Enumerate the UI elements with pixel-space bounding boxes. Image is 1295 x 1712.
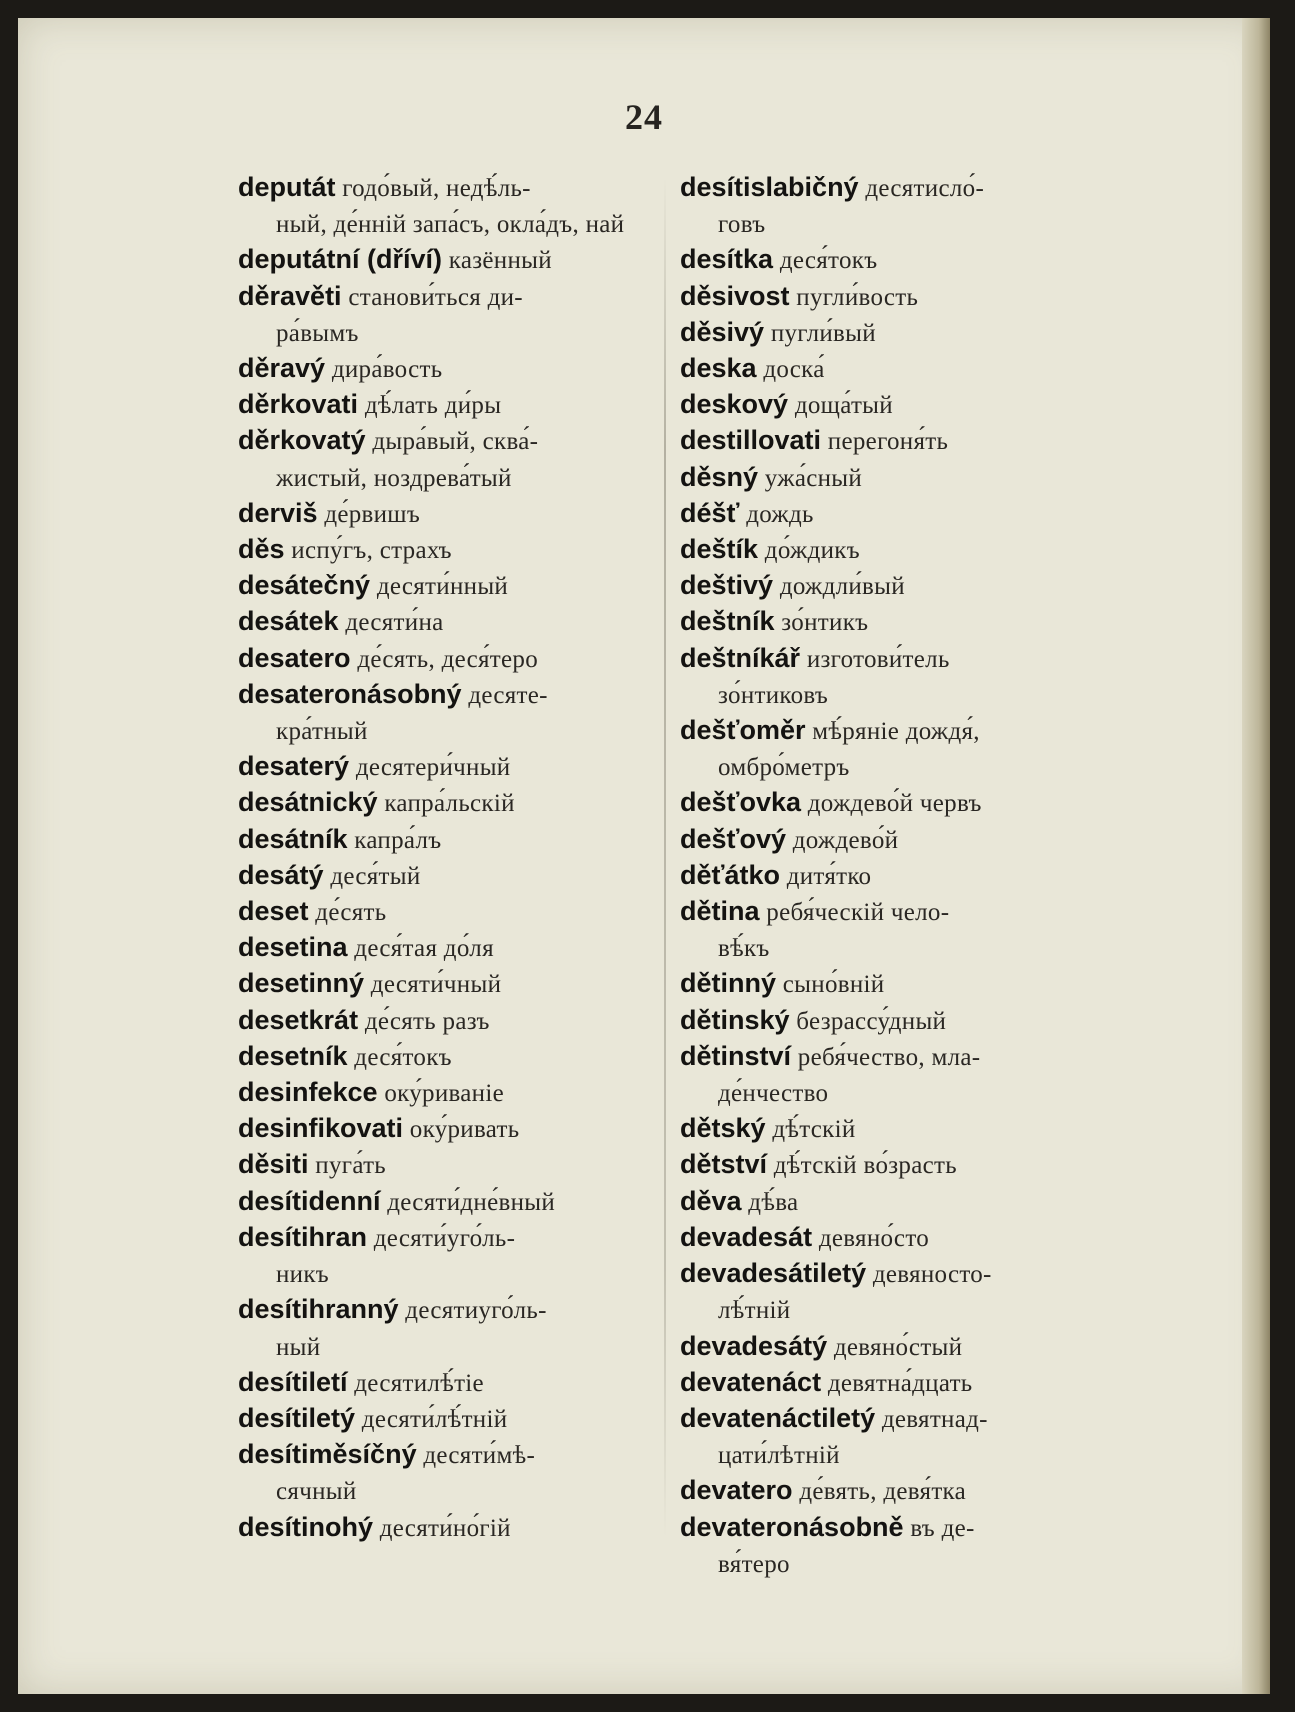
- entry-continuation: [680, 749, 1090, 785]
- entry-headword: dětinný: [680, 968, 777, 999]
- entry-headword: děva: [680, 1185, 742, 1216]
- dictionary-entry: [238, 749, 648, 785]
- entry-headword: deputát: [238, 172, 336, 202]
- entry-translation: мѣ́ряніе дождя́,: [812, 718, 980, 746]
- entry-translation-continued: жистый, ноздрева́тый: [276, 464, 512, 492]
- dictionary-entry: [680, 1184, 1090, 1220]
- entry-translation: дѣ́лать ди́ры: [364, 392, 502, 420]
- entry-translation: въ де-: [910, 1514, 975, 1542]
- entry-translation: испу́гъ, страхъ: [291, 537, 452, 565]
- dictionary-entry: [238, 242, 648, 278]
- entry-translation: деся́тая до́ля: [354, 935, 494, 963]
- dictionary-entry: [238, 1437, 648, 1473]
- entry-headword: desítihran: [238, 1221, 368, 1252]
- entry-translation: капра́лъ: [354, 826, 442, 854]
- entry-headword: desateronásobný: [238, 678, 462, 709]
- entry-headword: desítka: [680, 244, 774, 275]
- entry-translation: де́вять, девя́тка: [799, 1478, 967, 1506]
- entry-headword: desítislabičný: [680, 172, 859, 202]
- entry-translation: доска́: [763, 356, 825, 384]
- entry-headword: deštník: [680, 606, 775, 637]
- entry-translation-continued: ный: [276, 1333, 321, 1361]
- page-number: 24: [625, 97, 663, 137]
- entry-translation: ребя́чество, мла-: [797, 1043, 981, 1071]
- entry-translation: десяти́чный: [370, 971, 502, 999]
- entry-translation-continued: зо́нтиковъ: [718, 681, 829, 709]
- dictionary-entry: [680, 966, 1090, 1002]
- entry-headword: desátnický: [238, 787, 378, 818]
- entry-translation-continued: вѣ́къ: [718, 935, 770, 963]
- entry-translation: десятери́чный: [355, 754, 511, 782]
- entry-headword: desátečný: [238, 570, 371, 601]
- dictionary-entry: [238, 1003, 648, 1039]
- book-spine-shadow: [1242, 18, 1270, 1694]
- entry-headword: děrkovatý: [238, 425, 366, 456]
- dictionary-entry: [680, 1365, 1090, 1401]
- dictionary-entry: [238, 351, 648, 387]
- entry-headword: deštníkář: [680, 642, 801, 673]
- dictionary-entry: [238, 677, 648, 713]
- entry-headword: děrkovati: [238, 389, 359, 420]
- entry-headword: deštík: [680, 534, 759, 565]
- entry-translation: десяти́мѣ-: [423, 1442, 536, 1470]
- entry-translation: пугли́вость: [796, 283, 919, 311]
- entry-headword: děravý: [238, 353, 326, 384]
- dictionary-entry: [680, 1039, 1090, 1075]
- dictionary-entry: [680, 1401, 1090, 1437]
- entry-headword: desítidenní: [238, 1185, 381, 1216]
- dictionary-entry: [238, 930, 648, 966]
- entry-headword: dětinský: [680, 1004, 790, 1035]
- entry-translation: десяти́но́гій: [379, 1514, 511, 1542]
- entry-translation: деся́токъ: [779, 247, 878, 275]
- entry-headword: desítihranný: [238, 1294, 399, 1325]
- entry-headword: desinfekce: [238, 1077, 378, 1108]
- entry-translation: изготови́тель: [806, 645, 950, 673]
- entry-headword: deskový: [680, 389, 789, 420]
- entry-translation: оку́риваніе: [384, 1080, 504, 1108]
- dictionary-entry: [238, 170, 648, 206]
- dictionary-entry: [680, 713, 1090, 749]
- dictionary-entry: [680, 496, 1090, 532]
- entry-translation: станови́ться ди-: [348, 283, 523, 311]
- dictionary-entry: [238, 966, 648, 1002]
- entry-translation: де́рвишъ: [324, 500, 421, 528]
- entry-continuation: [238, 1473, 648, 1509]
- entry-headword: devadesátiletý: [680, 1258, 867, 1289]
- dictionary-entry: [680, 1147, 1090, 1183]
- entry-translation-continued: ра́вымъ: [276, 319, 359, 347]
- dictionary-entry: [680, 1111, 1090, 1147]
- dictionary-entry: [680, 315, 1090, 351]
- dictionary-entry: [238, 1292, 648, 1328]
- entry-headword: děťátko: [680, 859, 780, 890]
- entry-translation: девяно́стый: [833, 1333, 963, 1361]
- entry-translation: пугли́вый: [770, 319, 876, 347]
- entry-translation: оку́ривать: [409, 1116, 520, 1144]
- entry-continuation: [680, 1075, 1090, 1111]
- dictionary-entry: [238, 785, 648, 821]
- dictionary-entry: [680, 568, 1090, 604]
- entry-translation-continued: омбро́метръ: [718, 754, 850, 782]
- entry-translation-continued: кра́тный: [276, 718, 368, 746]
- entry-headword: desetník: [238, 1040, 348, 1071]
- entry-continuation: [680, 206, 1090, 242]
- dictionary-entry: [238, 858, 648, 894]
- dictionary-entry: [238, 1365, 648, 1401]
- dictionary-entry: [238, 1220, 648, 1256]
- entry-translation: дѣ́ва: [748, 1188, 799, 1216]
- entry-translation: десятилѣ́тіе: [354, 1369, 484, 1397]
- dictionary-entry: [238, 279, 648, 315]
- entry-translation: перегоня́ть: [827, 428, 949, 456]
- entry-translation: доща́тый: [794, 392, 893, 420]
- entry-headword: devadesát: [680, 1221, 813, 1252]
- entry-translation-continued: сячный: [276, 1478, 357, 1506]
- entry-headword: dětinství: [680, 1040, 792, 1071]
- dictionary-entry: [680, 641, 1090, 677]
- entry-headword: dešťoměr: [680, 715, 806, 746]
- dictionary-entry: [680, 858, 1090, 894]
- entry-translation: до́ждикъ: [764, 537, 860, 565]
- dictionary-entry: [680, 387, 1090, 423]
- entry-translation-continued: де́нчество: [718, 1080, 829, 1108]
- entry-translation-continued: цати́лѣтній: [718, 1442, 840, 1470]
- entry-translation: дождево́й: [792, 826, 899, 854]
- dictionary-entry: [238, 1510, 648, 1546]
- entry-headword: děs: [238, 534, 285, 565]
- entry-continuation: [238, 460, 648, 496]
- dictionary-entry: [238, 1401, 648, 1437]
- dictionary-entry: [238, 496, 648, 532]
- entry-headword: desátek: [238, 606, 339, 637]
- entry-translation: сыно́вній: [782, 971, 885, 999]
- entry-translation: ребя́ческій чело-: [766, 899, 950, 927]
- entry-translation: деся́тый: [330, 862, 421, 890]
- entry-headword: dětina: [680, 896, 760, 927]
- entry-continuation: [680, 1437, 1090, 1473]
- dictionary-entry: [238, 1147, 648, 1183]
- entry-headword: devadesátý: [680, 1330, 828, 1361]
- entry-translation: капра́льскій: [384, 790, 515, 818]
- entry-headword: dětství: [680, 1149, 768, 1180]
- dictionary-entry: [238, 894, 648, 930]
- entry-headword: desítiletí: [238, 1366, 348, 1397]
- entry-translation-continued: лѣ́тній: [718, 1297, 791, 1325]
- entry-translation: казённый: [448, 247, 552, 275]
- entry-translation: десяте-: [468, 681, 548, 709]
- entry-headword: děsivý: [680, 316, 765, 347]
- entry-translation: девятна́дцать: [827, 1369, 973, 1397]
- dictionary-entry: [680, 351, 1090, 387]
- entry-continuation: [238, 206, 648, 242]
- entry-translation: дождли́вый: [779, 573, 905, 601]
- entry-headword: desetkrát: [238, 1004, 359, 1035]
- dictionary-entry: [680, 460, 1090, 496]
- entry-translation: дѣ́тскій: [772, 1116, 856, 1144]
- entry-continuation: [680, 1546, 1090, 1582]
- entry-translation: де́сять разъ: [364, 1007, 490, 1035]
- entry-headword: dešťový: [680, 823, 786, 854]
- column-divider: [664, 178, 666, 1538]
- dictionary-entry: [680, 279, 1090, 315]
- entry-translation: деся́токъ: [354, 1043, 452, 1071]
- entry-headword: deset: [238, 896, 309, 927]
- entry-headword: desetinný: [238, 968, 365, 999]
- entry-translation: десяти́нный: [376, 573, 509, 601]
- entry-headword: děsný: [680, 461, 759, 492]
- entry-translation: дира́вость: [331, 356, 443, 384]
- dictionary-entry: [680, 1220, 1090, 1256]
- entry-continuation: [238, 315, 648, 351]
- entry-headword: dětský: [680, 1113, 766, 1144]
- entry-translation: дыра́вый, сква́-: [372, 428, 539, 456]
- entry-headword: deska: [680, 353, 757, 384]
- dictionary-entry: [238, 387, 648, 423]
- entry-continuation: [238, 1329, 648, 1365]
- dictionary-entry: [680, 1003, 1090, 1039]
- entry-translation: десятисло́-: [865, 175, 985, 202]
- dictionary-entry: [680, 785, 1090, 821]
- dictionary-entry: [680, 894, 1090, 930]
- entry-translation: десяти́уго́ль-: [373, 1224, 516, 1252]
- entry-translation: пуга́ть: [315, 1152, 386, 1180]
- dictionary-entry: [238, 641, 648, 677]
- dictionary-entry: [238, 604, 648, 640]
- entry-headword: destillovati: [680, 425, 822, 456]
- dictionary-entry: [238, 1184, 648, 1220]
- entry-headword: devateronásobně: [680, 1511, 904, 1542]
- entry-headword: desítinohý: [238, 1511, 374, 1542]
- entry-continuation: [238, 1256, 648, 1292]
- entry-continuation: [238, 713, 648, 749]
- entry-headword: déšť: [680, 497, 740, 528]
- dictionary-entry: [680, 423, 1090, 459]
- dictionary-entry: [680, 822, 1090, 858]
- entry-translation: десятиуго́ль-: [405, 1297, 547, 1325]
- dictionary-entry: [680, 1473, 1090, 1509]
- entry-headword: devatenáct: [680, 1366, 822, 1397]
- entry-translation: девяносто-: [872, 1261, 992, 1289]
- entry-translation: безрассу́дный: [796, 1007, 947, 1035]
- dictionary-entry: [680, 604, 1090, 640]
- dictionary-entry: [238, 1075, 648, 1111]
- dictionary-entry: [680, 1329, 1090, 1365]
- dictionary-entry: [238, 822, 648, 858]
- entry-translation: дождево́й червъ: [807, 790, 982, 818]
- entry-headword: děsivost: [680, 280, 790, 311]
- entry-continuation: [680, 1292, 1090, 1328]
- entry-headword: deputátní (dříví): [238, 244, 442, 275]
- entry-headword: děsiti: [238, 1149, 309, 1180]
- dictionary-entry: [238, 423, 648, 459]
- entry-headword: desítiměsíčný: [238, 1439, 417, 1470]
- left-column: [238, 170, 648, 1546]
- entry-translation: дѣ́тскій во́зрасть: [773, 1152, 957, 1180]
- entry-translation: зо́нтикъ: [781, 609, 869, 637]
- dictionary-entry: [238, 1111, 648, 1147]
- entry-translation-continued: ный, де́нній запа́съ, окла́дъ, най: [276, 211, 625, 239]
- entry-continuation: [680, 930, 1090, 966]
- entry-translation: девятнад-: [881, 1405, 988, 1433]
- dictionary-entry: [238, 568, 648, 604]
- dictionary-entry: [680, 532, 1090, 568]
- entry-translation-continued: вя́теро: [718, 1550, 790, 1578]
- dictionary-entry: [680, 1510, 1090, 1546]
- dictionary-entry: [238, 1039, 648, 1075]
- entry-headword: derviš: [238, 497, 318, 528]
- entry-translation: десяти́дне́вный: [387, 1188, 556, 1216]
- entry-translation-continued: никъ: [276, 1261, 330, 1289]
- entry-headword: devatero: [680, 1475, 793, 1506]
- entry-translation: годо́вый, недѣ́ль-: [342, 175, 531, 202]
- entry-headword: desítiletý: [238, 1402, 356, 1433]
- right-column: [680, 170, 1090, 1582]
- dictionary-entry: [680, 1256, 1090, 1292]
- entry-headword: desaterý: [238, 751, 350, 782]
- entry-headword: desátník: [238, 823, 348, 854]
- entry-headword: děravěti: [238, 280, 342, 311]
- entry-translation: де́сять: [315, 899, 387, 927]
- entry-headword: desátý: [238, 859, 324, 890]
- entry-translation-continued: говъ: [718, 211, 766, 239]
- entry-translation: девяно́сто: [818, 1224, 930, 1252]
- entry-translation: дождь: [746, 500, 814, 528]
- entry-continuation: [680, 677, 1090, 713]
- dictionary-page: [18, 18, 1270, 1694]
- entry-headword: desetina: [238, 932, 348, 963]
- entry-headword: deštivý: [680, 570, 774, 601]
- entry-translation: десяти́на: [345, 609, 444, 637]
- entry-headword: devatenáctiletý: [680, 1402, 876, 1433]
- entry-translation: дитя́тко: [786, 862, 872, 890]
- entry-translation: де́сять, деся́теро: [357, 645, 539, 673]
- dictionary-entry: [238, 532, 648, 568]
- entry-headword: dešťovka: [680, 787, 801, 818]
- entry-headword: desatero: [238, 642, 351, 673]
- entry-translation: ужа́сный: [764, 464, 863, 492]
- dictionary-entry: [680, 170, 1090, 206]
- entry-translation: десяти́лѣ́тній: [361, 1405, 508, 1433]
- entry-headword: desinfikovati: [238, 1113, 404, 1144]
- dictionary-entry: [680, 242, 1090, 278]
